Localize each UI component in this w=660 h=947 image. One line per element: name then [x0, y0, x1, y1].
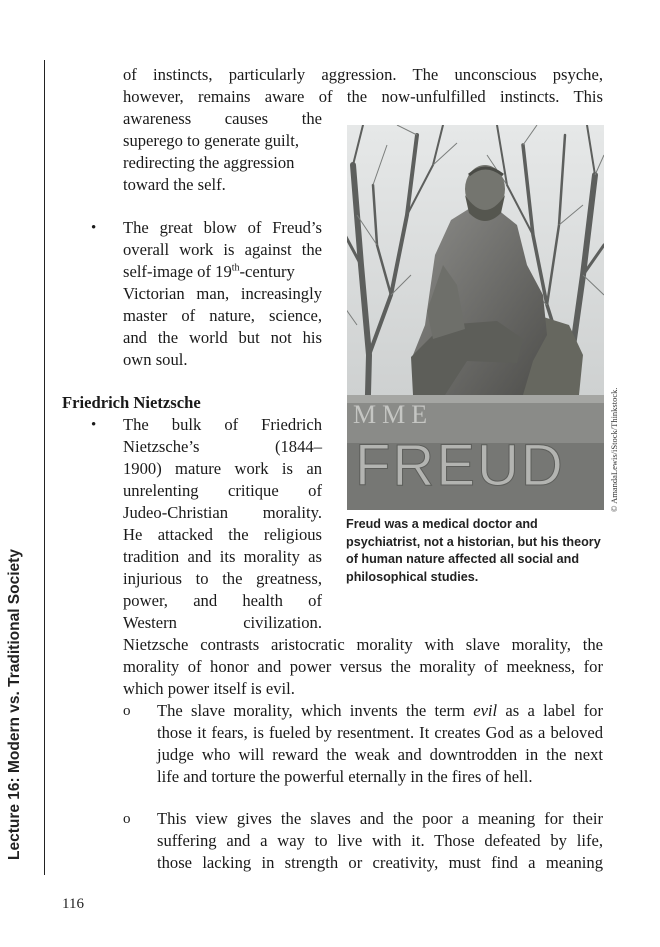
- sub-bullet-marker: o: [123, 811, 131, 827]
- lecture-title: Lecture 16: Modern vs. Traditional Society: [6, 549, 23, 860]
- body-line: life and torture the powerful eternally in the fires of hell.: [157, 767, 533, 786]
- body-line: which power itself is evil.: [123, 679, 295, 698]
- photo-credit: © AmandaLewis/iStock/Thinkstock.: [609, 387, 619, 512]
- body-line: The bulk of Friedrich: [123, 415, 322, 434]
- svg-text:MME: MME: [353, 400, 434, 429]
- body-line: own soul.: [123, 350, 188, 369]
- body-line: redirecting the aggression: [123, 153, 295, 172]
- bullet-marker: •: [91, 417, 97, 433]
- body-line: and the world but not his: [123, 328, 322, 347]
- page-number: 116: [62, 896, 84, 912]
- sub-bullet-marker: o: [123, 703, 131, 719]
- body-line: judge who will reward the weak and downtrodden in the next: [157, 745, 603, 764]
- body-line: those it fears, is fueled by resentment. It creates God as a beloved: [157, 723, 603, 742]
- body-line: tradition and its morality as: [123, 547, 322, 566]
- plinth-inscription: FREUD: [355, 433, 565, 498]
- body-line: self-image of 19th-century: [123, 262, 295, 281]
- body-line: morality of honor and power versus the morality of meekness, for: [123, 657, 603, 676]
- body-line: The great blow of Freud’s: [123, 218, 322, 237]
- body-line: unrelenting critique of: [123, 481, 322, 500]
- body-line: superego to generate guilt,: [123, 131, 300, 150]
- body-line: awareness causes the: [123, 109, 322, 128]
- body-line: This view gives the slaves and the poor a meaning for their: [157, 809, 603, 828]
- body-line: 1900) mature work is an: [123, 459, 322, 478]
- bullet-marker: •: [91, 220, 97, 236]
- margin-rule: [44, 60, 45, 875]
- body-line: He attacked the religious: [123, 525, 322, 544]
- body-line: however, remains aware of the now-unfulfilled instincts. This: [123, 87, 603, 106]
- body-line: master of nature, science,: [123, 306, 322, 325]
- body-line: injurious to the greatness,: [123, 569, 322, 588]
- figure-caption: Freud was a medical doctor and psychiatrist, not a historian, but his theory of human nature affected all social and philosophical studies.: [346, 517, 601, 584]
- body-line: Victorian man, increasingly: [123, 284, 322, 303]
- body-line: suffering and a way to live with it. Those defeated by life,: [157, 831, 603, 850]
- body-line: those lacking in strength or creativity, must find a meaning: [157, 853, 603, 872]
- section-heading: Friedrich Nietzsche: [62, 393, 201, 412]
- freud-statue-photo: [347, 125, 604, 510]
- body-line: Judeo-Christian morality.: [123, 503, 322, 522]
- body-line: Nietzsche’s (1844–: [123, 437, 322, 456]
- body-line: overall work is against the: [123, 240, 322, 259]
- body-line: power, and health of: [123, 591, 322, 610]
- body-line: Western civilization.: [123, 613, 322, 632]
- body-line: The slave morality, which invents the term evil as a label for: [157, 701, 603, 720]
- body-line: of instincts, particularly aggression. The unconscious psyche,: [123, 65, 603, 84]
- body-line: toward the self.: [123, 175, 226, 194]
- body-line: Nietzsche contrasts aristocratic morality with slave morality, the: [123, 635, 603, 654]
